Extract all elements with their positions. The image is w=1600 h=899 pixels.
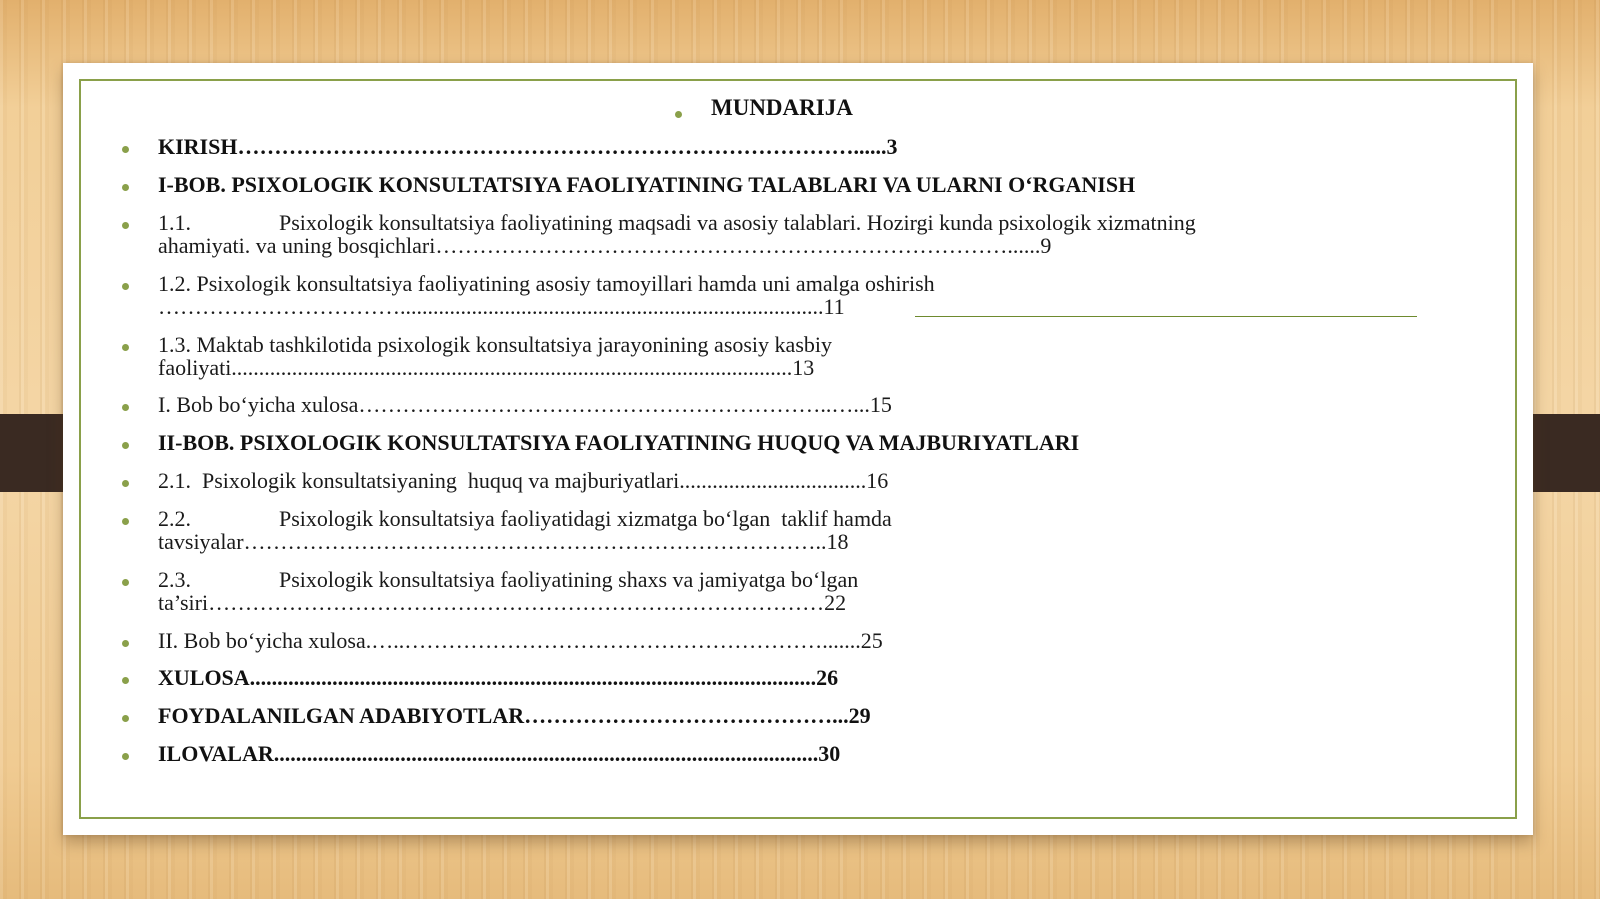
toc-item-text: XULOSA.......................................................................................................26 [158, 665, 839, 690]
bullet [122, 146, 129, 153]
bullet [122, 715, 129, 722]
toc-item-text: 2.3. Psixologik konsultatsiya faoliyatining shaxs va jamiyatga bo‘lgan [158, 567, 859, 592]
toc-item-text: II-BOB. PSIXOLOGIK KONSULTATSIYA FAOLIYATINING HUQUQ VA MAJBURIYATLARI [158, 430, 1080, 455]
toc-item [158, 741, 840, 766]
bullet [122, 677, 129, 684]
toc-item-text: FOYDALANILGAN ADABIYOTLAR……………………………………...29 [158, 703, 871, 728]
toc-item [158, 665, 838, 690]
bullet [122, 184, 129, 191]
toc-item [158, 468, 888, 493]
bullet [122, 579, 129, 586]
toc-item-continuation: faoliyati......................................................................................................13 [158, 355, 815, 380]
toc-item [158, 172, 1135, 197]
toc-item-text: ILOVALAR...................................................................................................30 [158, 741, 841, 766]
toc-item-text: I-BOB. PSIXOLOGIK KONSULTATSIYA FAOLIYATINING TALABLARI VA ULARNI O‘RGANISH [158, 172, 1136, 197]
toc-item [158, 628, 883, 653]
toc-item-text: I. Bob bo‘yicha xulosa………………………………………………………..…...15 [158, 392, 892, 417]
toc-item-text: KIRISH…………………………………………………………………………......3 [158, 134, 898, 159]
bullet [122, 222, 129, 229]
toc-item-continuation: ta’siri…………………………………………………………………………22 [158, 590, 847, 615]
toc-item [158, 430, 1079, 455]
bullet [122, 404, 129, 411]
bullet [122, 344, 129, 351]
toc-item [158, 271, 935, 319]
toc-item-continuation: …………………………….............................................................................11 [158, 294, 845, 319]
bullet [122, 442, 129, 449]
toc-item [158, 567, 858, 615]
bullet [675, 111, 682, 118]
toc-item [158, 506, 892, 554]
toc-item-continuation: tavsiyalar……………………………………………………………………..18 [158, 529, 849, 554]
toc-item [158, 703, 871, 728]
toc-item-text: 2.2. Psixologik konsultatsiya faoliyatidagi xizmatga bo‘lgan taklif hamda [158, 506, 892, 531]
toc-item [158, 332, 832, 380]
toc-item-text: 1.1. Psixologik konsultatsiya faoliyatining maqsadi va asosiy talablari. Hozirgi kunda psixologik xizmatning [158, 210, 1196, 235]
toc-item [158, 134, 897, 159]
bullet [122, 480, 129, 487]
bullet [122, 753, 129, 760]
toc-item-text: 1.3. Maktab tashkilotida psixologik konsultatsiya jarayonining asosiy kasbiy [158, 332, 832, 357]
toc-item-text: 2.1. Psixologik konsultatsiyaning huquq va majburiyatlari..................................16 [158, 468, 889, 493]
page-title: MUNDARIJA [711, 95, 853, 120]
toc-item [158, 210, 1196, 258]
bullet [122, 640, 129, 647]
toc-item-text: 1.2. Psixologik konsultatsiya faoliyatining asosiy tamoyillari hamda uni amalga oshirish [158, 271, 935, 296]
toc-item [158, 392, 892, 417]
bullet [122, 283, 129, 290]
divider-line [915, 316, 1417, 317]
toc-item-text: II. Bob bo‘yicha xulosa.…..………………………………………………….......25 [158, 628, 883, 653]
toc-item-continuation: ahamiyati. va uning bosqichlari……………………………………………………………………......9 [158, 233, 1052, 258]
bullet [122, 518, 129, 525]
